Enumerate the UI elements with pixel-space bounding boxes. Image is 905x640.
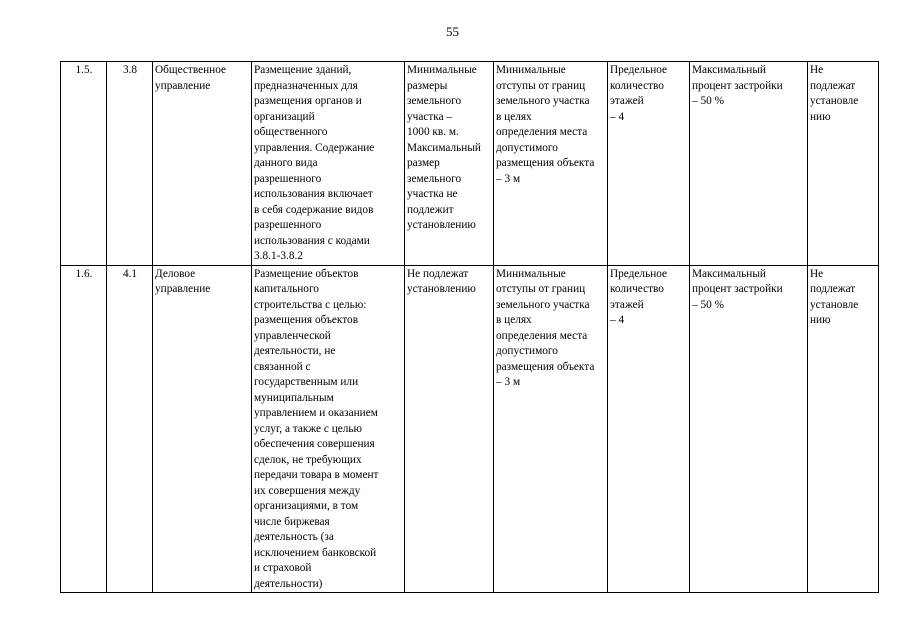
table-row xyxy=(61,62,879,266)
use-name: Деловое управление xyxy=(153,265,252,593)
row-number: 1.5. xyxy=(61,62,107,266)
floors-limit: Предельное количество этажей – 4 xyxy=(608,265,690,593)
coverage-limit: Максимальный процент застройки – 50 % xyxy=(690,265,808,593)
setbacks: Минимальные отступы от границ земельного участка в целях определения места допустимого размещения объекта – 3 м xyxy=(494,62,608,266)
row-number: 1.6. xyxy=(61,265,107,593)
use-description: Размещение зданий, предназначенных для размещения органов и организаций общественного управления. Содержание данного вида разрешенного использования включает в себя содержание видов разрешенного использования с кодами 3.8.1-3.8.2 xyxy=(252,62,405,266)
use-code: 4.1 xyxy=(107,265,153,593)
floors-limit: Предельное количество этажей – 4 xyxy=(608,62,690,266)
page-number: 55 xyxy=(446,24,459,39)
use-description: Размещение объектов капитального строительства с целью: размещения объектов управленческой деятельности, не связанной с государственным или муниципальным управлением и оказанием услуг, а также с целью обеспечения совершения сделок, не требующих передачи товара в момент их совершения между организациями, в том числе биржевая деятельность (за исключением банковской и страховой деятельности) xyxy=(252,265,405,593)
coverage-limit: Максимальный процент застройки – 50 % xyxy=(690,62,808,266)
use-code: 3.8 xyxy=(107,62,153,266)
plot-size: Не подлежат установлению xyxy=(405,265,494,593)
land-use-table xyxy=(60,61,879,593)
setbacks: Минимальные отступы от границ земельного участка в целях определения места допустимого размещения объекта – 3 м xyxy=(494,265,608,593)
other-parameters: Не подлежат установле нию xyxy=(808,265,879,593)
table-row xyxy=(61,265,879,593)
use-name: Общественное управление xyxy=(153,62,252,266)
plot-size: Минимальные размеры земельного участка – 1000 кв. м. Максимальный размер земельного участка не подлежит установлению xyxy=(405,62,494,266)
other-parameters: Не подлежат установле нию xyxy=(808,62,879,266)
